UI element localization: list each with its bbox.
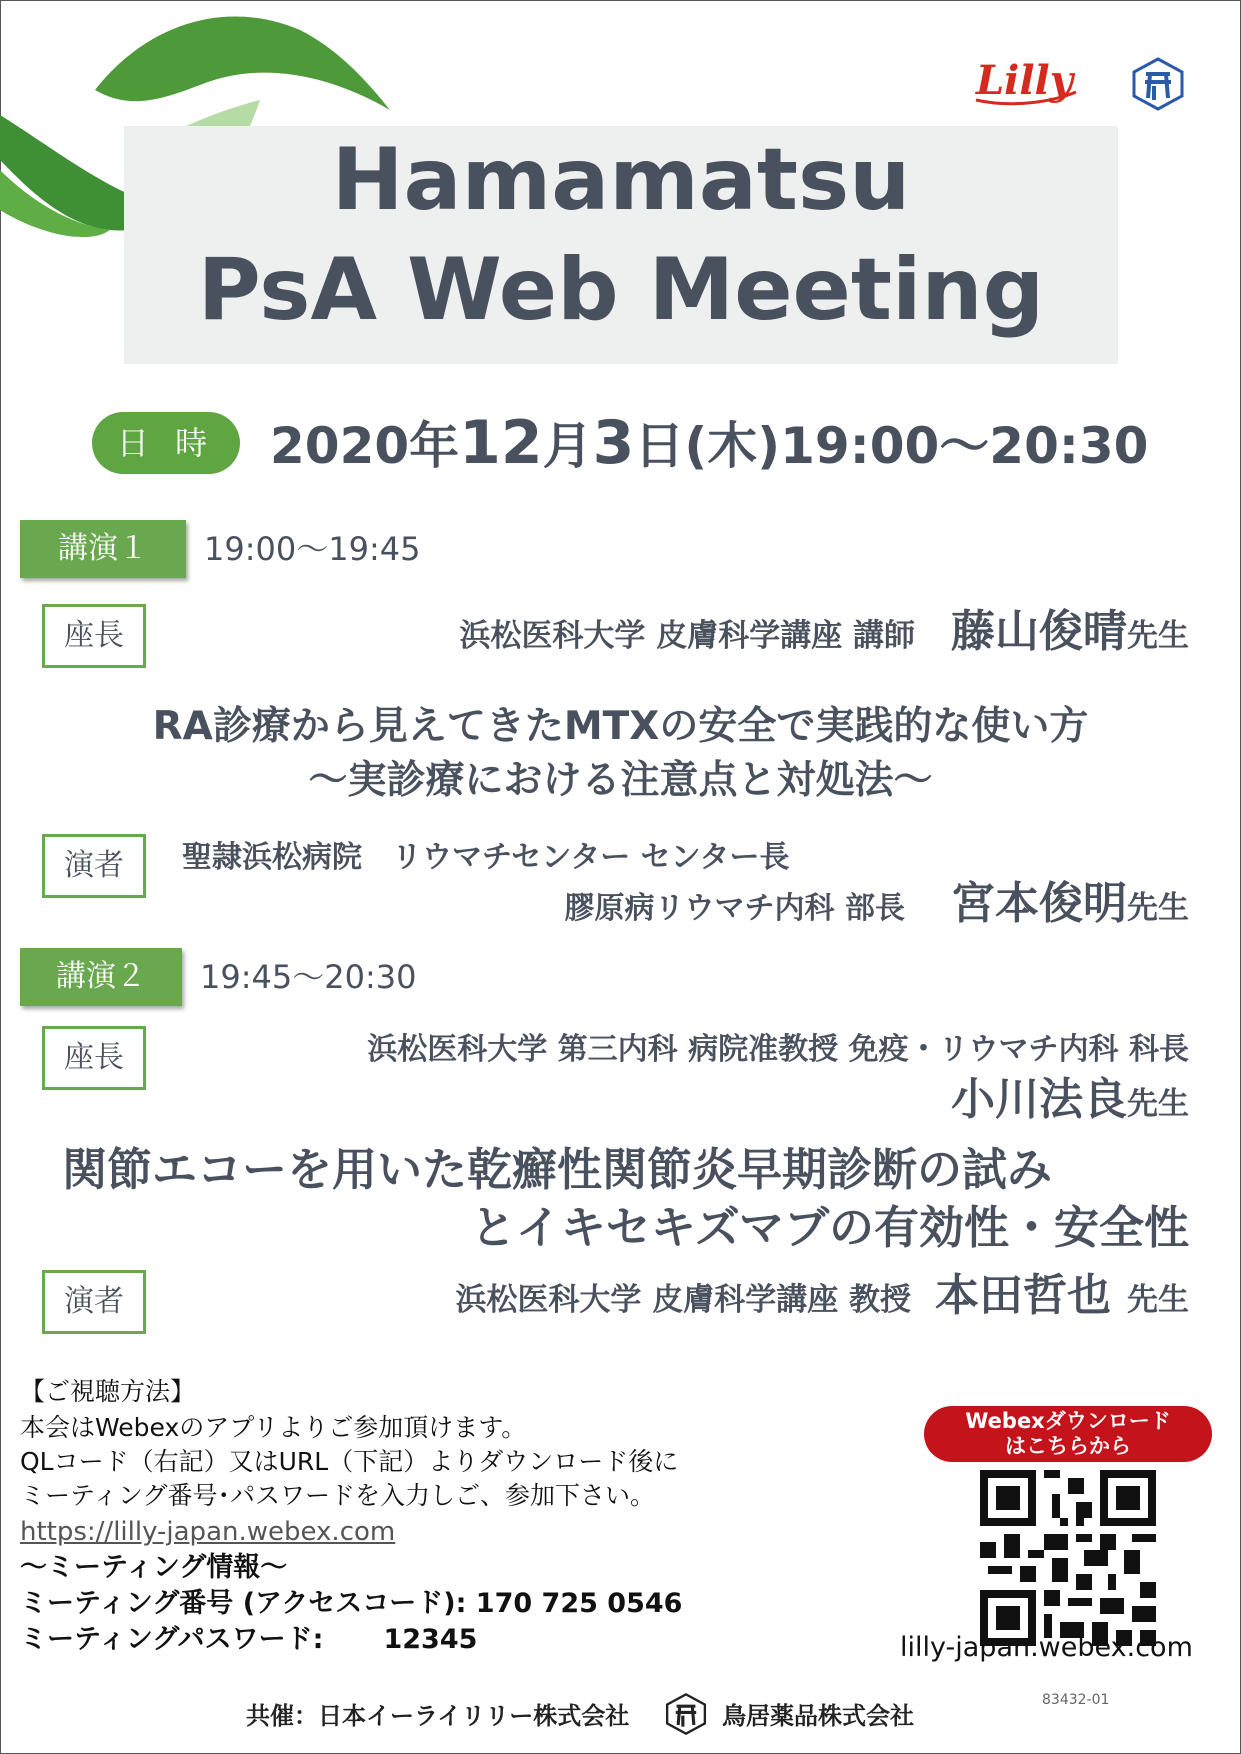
- torii-logo: [1130, 56, 1186, 112]
- meeting-info-heading: 〜ミーティング情報〜: [20, 1552, 288, 1583]
- webex-url-link[interactable]: https://lilly-japan.webex.com: [20, 1517, 396, 1547]
- lecture2-chair-name: 小川法良: [951, 1074, 1127, 1125]
- footer-partner: 鳥居薬品株式会社: [722, 1702, 914, 1730]
- webex-download-button[interactable]: [924, 1406, 1212, 1462]
- footer-cohost: 共催：日本イーライリリー株式会社: [246, 1702, 630, 1730]
- lecture2-speaker-line: 浜松医科大学 皮膚科学講座 教授 本田哲也 先生: [455, 1270, 1189, 1321]
- webex-button-line-2: はこちらから: [1005, 1434, 1131, 1458]
- lecture2-speaker-role: 演者: [42, 1270, 146, 1334]
- webex-url-text: lilly-japan.webex.com: [900, 1632, 1193, 1663]
- lilly-logo: [972, 52, 1082, 112]
- lecture1-time: 19:00〜19:45: [204, 530, 421, 568]
- lecture1-tag: 講演１: [20, 520, 186, 578]
- viewing-line-3: ミーティング番号･パスワードを入力しご、参加下さい。: [20, 1481, 656, 1510]
- lecture1-title-line-1: RA診療から見えてきたMTXの安全で実践的な使い方: [152, 704, 1089, 749]
- lecture2-chair-role: 座長: [42, 1026, 146, 1090]
- viewing-line-2: QLコード（右記）又はURL（下記）よりダウンロード後に: [20, 1447, 679, 1476]
- lecture2-chair-affiliation: 浜松医科大学 第三内科 病院准教授 免疫・リウマチ内科 科長: [367, 1032, 1189, 1067]
- lecture1-speaker-name: 宮本俊明: [951, 878, 1127, 929]
- webex-button-line-1: Webexダウンロード: [965, 1409, 1171, 1433]
- lecture1-speaker-affiliation-1: 聖隷浜松病院 リウマチセンター センター長: [182, 840, 790, 875]
- viewing-heading: 【ご視聴方法】: [20, 1377, 196, 1406]
- lecture2-speaker-affiliation: 浜松医科大学 皮膚科学講座 教授: [455, 1282, 911, 1318]
- viewing-line-1: 本会はWebexのアプリよりご参加頂けます。: [20, 1413, 527, 1442]
- meeting-password-line: [20, 1622, 477, 1658]
- title-line-1: Hamamatsu: [331, 130, 911, 230]
- lecture2-title-line-2: とイキセキズマブの有効性・安全性: [470, 1201, 1189, 1254]
- lecture1-chair-name: 藤山俊晴: [951, 606, 1127, 657]
- lecture2-tag: 講演２: [20, 948, 182, 1006]
- datetime-text: 2020年12月3日(木)19:00〜20:30: [270, 408, 1149, 478]
- lecture1-chair-role: 座長: [42, 604, 146, 668]
- title-line-2: PsA Web Meeting: [197, 240, 1045, 340]
- datetime-label-pill: 日 時: [92, 412, 240, 474]
- lecture1-speaker-line: 膠原病リウマチ内科 部長 宮本俊明先生: [564, 878, 1189, 929]
- torii-footer-logo: [664, 1692, 708, 1736]
- svg-text:Lilly: Lilly: [976, 57, 1073, 104]
- meeting-password-label: ミーティングパスワード:: [20, 1624, 324, 1655]
- lecture1-speaker-role: 演者: [42, 834, 146, 898]
- meeting-number-value: 170 725 0546: [475, 1588, 683, 1619]
- lecture2-chair-line: 小川法良先生: [951, 1074, 1189, 1125]
- lecture1-speaker-affiliation-2: 膠原病リウマチ内科 部長: [564, 891, 905, 926]
- meeting-number-label: ミーティング番号 (アクセスコード):: [20, 1588, 467, 1619]
- lecture1-title-line-2: 〜実診療における注意点と対処法〜: [308, 758, 933, 803]
- meeting-number-line: [20, 1586, 682, 1622]
- document-code: 83432-01: [1042, 1692, 1110, 1708]
- meeting-password-value: 12345: [383, 1624, 478, 1655]
- lecture1-chair-line: 浜松医科大学 皮膚科学講座 講師 藤山俊晴先生: [459, 606, 1189, 657]
- lecture1-chair-affiliation: 浜松医科大学 皮膚科学講座 講師: [459, 618, 915, 654]
- lecture2-title-line-1: 関節エコーを用いた乾癬性関節炎早期診断の試み: [62, 1143, 1053, 1196]
- lecture2-speaker-name: 本田哲也: [935, 1270, 1111, 1321]
- lecture2-time: 19:45〜20:30: [200, 958, 417, 996]
